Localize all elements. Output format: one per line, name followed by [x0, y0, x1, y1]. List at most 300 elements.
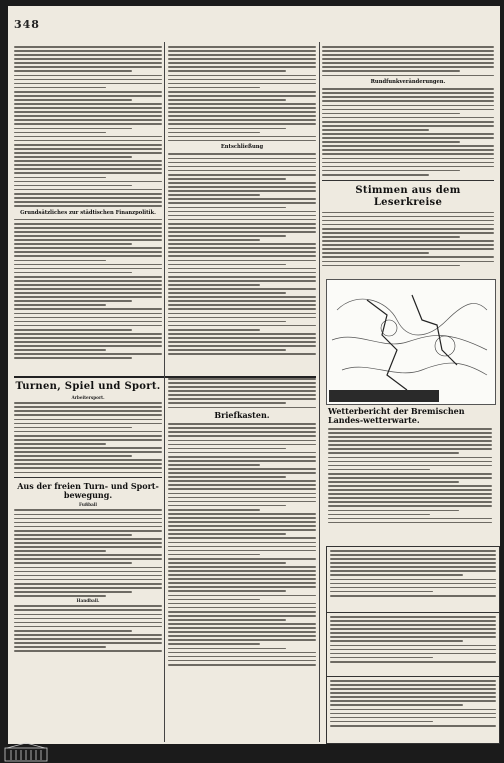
text-line [330, 620, 496, 622]
text-line [14, 95, 162, 97]
text-line [14, 284, 162, 286]
column-1-text-mid [14, 219, 162, 359]
text-line [330, 696, 496, 698]
column-1-lower [14, 378, 162, 654]
text-line [168, 300, 316, 302]
text-line [168, 325, 316, 327]
text-line [168, 231, 316, 233]
text-line [168, 132, 260, 134]
text-line [330, 562, 496, 564]
text-line [168, 58, 316, 60]
heading-turnen-sport: Turnen, Spiel und Sport. [15, 381, 161, 392]
text-line [14, 260, 106, 262]
text-line [168, 62, 316, 64]
text-line [14, 542, 162, 544]
text-line [14, 579, 162, 581]
text-line [168, 562, 286, 564]
text-line [14, 91, 162, 93]
text-line [14, 156, 132, 158]
text-line [168, 480, 316, 482]
text-line [330, 709, 496, 711]
text-line [14, 571, 162, 573]
text-line [14, 618, 162, 620]
text-line [168, 288, 316, 290]
text-line [328, 432, 492, 434]
text-line [168, 423, 316, 425]
text-line [328, 505, 492, 507]
text-line [14, 62, 162, 64]
text-line [14, 414, 162, 416]
text-line [330, 624, 496, 626]
text-line [322, 162, 494, 164]
text-line [168, 664, 316, 666]
text-line [328, 497, 492, 499]
text-line [168, 119, 316, 121]
text-line [14, 550, 106, 552]
text-line [330, 645, 496, 647]
text-line [168, 517, 316, 519]
column-1-text-fussball [14, 509, 162, 596]
text-line [322, 117, 494, 119]
text-line [168, 296, 316, 298]
text-line [168, 582, 316, 584]
column-2-lower [168, 378, 316, 668]
text-line [14, 223, 162, 225]
text-line [330, 636, 496, 638]
text-line [168, 251, 316, 253]
text-line [14, 288, 162, 290]
text-line [328, 473, 492, 475]
text-line [322, 70, 460, 72]
text-line [14, 329, 132, 331]
text-line [168, 382, 316, 384]
text-line [328, 501, 492, 503]
text-line [168, 407, 316, 409]
text-line [14, 255, 162, 257]
text-line [14, 402, 162, 404]
text-line [328, 461, 492, 463]
text-line [168, 70, 286, 72]
text-line [168, 648, 286, 650]
text-line [168, 505, 286, 507]
text-line [14, 185, 132, 187]
text-line [14, 99, 132, 101]
text-line [330, 632, 496, 634]
text-line [168, 79, 316, 81]
text-line [322, 158, 494, 160]
text-line [14, 554, 162, 556]
text-line [14, 451, 162, 453]
text-line [168, 509, 260, 511]
text-line [168, 546, 316, 548]
text-line [14, 201, 162, 203]
text-line [328, 477, 492, 479]
text-line [14, 75, 162, 77]
text-line [168, 247, 316, 249]
text-line [168, 329, 260, 331]
text-line [14, 123, 162, 125]
text-line [168, 333, 316, 335]
library-logo [4, 742, 48, 762]
text-line [168, 460, 316, 462]
text-line [322, 54, 494, 56]
text-line [14, 455, 132, 457]
text-line [14, 128, 132, 130]
text-line [328, 428, 492, 430]
text-line [322, 252, 429, 254]
text-line [168, 255, 316, 257]
text-line [168, 394, 316, 396]
text-line [14, 268, 162, 270]
text-line [330, 595, 496, 597]
text-line [168, 578, 316, 580]
text-line [14, 638, 162, 640]
text-line [168, 268, 316, 270]
text-line [14, 280, 162, 282]
text-line [322, 141, 460, 143]
text-line [168, 190, 316, 192]
text-line [322, 62, 494, 64]
column-3 [322, 46, 494, 269]
text-line [14, 144, 162, 146]
text-line [14, 325, 162, 327]
text-line [168, 590, 286, 592]
program-box-2 [326, 612, 500, 678]
text-line [322, 100, 494, 102]
text-line [14, 243, 132, 245]
text-line [322, 220, 494, 222]
text-line [330, 558, 496, 560]
text-line [328, 440, 492, 442]
text-line [14, 518, 162, 520]
text-line [322, 125, 494, 127]
text-line [322, 88, 494, 90]
text-line [168, 623, 316, 625]
text-line [14, 406, 162, 408]
text-line [322, 256, 494, 258]
text-line [168, 198, 316, 200]
text-line [168, 304, 316, 306]
text-line [168, 468, 316, 470]
text-line [330, 684, 496, 686]
text-line [168, 211, 316, 213]
text-line [322, 240, 494, 242]
text-line [14, 148, 162, 150]
text-line [14, 119, 162, 121]
text-line [322, 265, 460, 267]
text-line [322, 92, 494, 94]
text-line [14, 292, 162, 294]
text-line [168, 243, 316, 245]
text-line [322, 248, 494, 250]
text-line [14, 509, 162, 511]
text-line [14, 534, 132, 536]
text-line [14, 272, 132, 274]
text-line [168, 50, 316, 52]
text-line [322, 236, 460, 238]
text-line [14, 177, 106, 179]
text-line [168, 215, 316, 217]
text-line [168, 313, 316, 315]
text-line [14, 410, 162, 412]
text-line [330, 570, 496, 572]
text-line [330, 653, 496, 655]
column-3-text-top [322, 46, 494, 76]
text-line [14, 308, 162, 310]
text-line [322, 121, 494, 123]
text-line [322, 145, 494, 147]
text-line [330, 574, 463, 576]
text-line [14, 609, 162, 611]
text-line [14, 522, 162, 524]
text-line [14, 132, 106, 134]
text-line [168, 174, 316, 176]
text-line [168, 178, 286, 180]
text-line [322, 109, 494, 111]
heading-finanzpolitik: Grundsätzliches zur städtischen Finanzpolitik. [20, 209, 156, 216]
text-line [168, 158, 316, 160]
text-line [168, 223, 316, 225]
text-line [14, 427, 132, 429]
footer-strip [0, 744, 504, 763]
text-line [328, 465, 492, 467]
text-line [14, 264, 162, 266]
text-line [330, 628, 496, 630]
map-caption [328, 404, 492, 526]
text-line [14, 575, 162, 577]
text-line [14, 317, 162, 319]
text-line [168, 472, 316, 474]
text-line [168, 103, 316, 105]
column-rule [164, 42, 165, 742]
text-line [330, 657, 433, 659]
text-line [168, 128, 286, 130]
text-line [328, 436, 492, 438]
program-box-3 [326, 676, 500, 744]
text-line [168, 46, 316, 48]
text-line [168, 529, 316, 531]
text-line [168, 595, 316, 597]
text-line [168, 631, 316, 633]
text-line [330, 717, 496, 719]
text-line [322, 46, 494, 48]
text-line [322, 244, 494, 246]
column-1 [14, 46, 162, 361]
text-line [322, 113, 460, 115]
text-line [330, 566, 496, 568]
text-line [168, 260, 316, 262]
text-line [168, 182, 316, 184]
text-line [14, 54, 162, 56]
text-line [168, 219, 316, 221]
page-number: 348 [14, 18, 40, 31]
text-line [14, 443, 106, 445]
text-line [14, 321, 162, 323]
text-line [14, 622, 162, 624]
text-line [168, 194, 260, 196]
text-line [328, 485, 492, 487]
text-line [168, 615, 316, 617]
text-line [168, 341, 316, 343]
text-line [168, 497, 316, 499]
text-line [14, 296, 162, 298]
text-line [14, 353, 162, 355]
text-line [168, 186, 316, 188]
text-line [168, 111, 316, 113]
text-line [14, 538, 162, 540]
text-line [330, 550, 496, 552]
text-line [322, 224, 494, 226]
text-line [168, 83, 316, 85]
text-line [14, 357, 132, 359]
text-line [168, 554, 260, 556]
text-line [168, 586, 316, 588]
text-line [14, 160, 162, 162]
text-line [322, 133, 494, 135]
text-line [168, 398, 316, 400]
text-line [328, 493, 492, 495]
text-line [14, 583, 162, 585]
column-2-text-top [168, 46, 316, 141]
weather-map [326, 279, 496, 405]
text-line [168, 349, 286, 351]
text-line [330, 688, 496, 690]
text-line [168, 276, 316, 278]
text-line [14, 459, 162, 461]
text-line [14, 107, 162, 109]
text-line [168, 272, 316, 274]
subheading-handball: Handball. [76, 598, 100, 604]
text-line [168, 525, 316, 527]
text-line [168, 607, 316, 609]
text-line [168, 153, 316, 155]
text-line [14, 472, 162, 474]
text-line [322, 232, 494, 234]
text-line [168, 521, 316, 523]
text-line [168, 353, 316, 355]
text-line [14, 66, 162, 68]
text-line [168, 558, 316, 560]
text-line [14, 642, 162, 644]
text-line [168, 66, 316, 68]
text-line [168, 280, 316, 282]
column-3-text-leser [322, 212, 494, 267]
text-line [168, 99, 286, 101]
text-line [328, 489, 492, 491]
text-line [14, 439, 162, 441]
text-line [330, 587, 496, 589]
text-line [168, 378, 316, 380]
text-line [168, 54, 316, 56]
text-line [168, 207, 286, 209]
text-line [14, 235, 162, 237]
text-line [14, 467, 162, 469]
text-line [322, 228, 494, 230]
text-line [14, 164, 162, 166]
text-line [168, 501, 316, 503]
text-line [322, 66, 494, 68]
text-line [14, 103, 162, 105]
text-line [14, 46, 162, 48]
text-line [14, 431, 162, 433]
text-line [14, 337, 162, 339]
text-line [14, 140, 162, 142]
text-line [14, 558, 162, 560]
text-line [14, 70, 132, 72]
text-line [322, 58, 494, 60]
text-line [168, 464, 260, 466]
text-line [168, 444, 316, 446]
text-line [322, 261, 494, 263]
text-line [168, 308, 316, 310]
text-line [14, 193, 162, 195]
text-line [14, 197, 162, 199]
column-2-text-mid [168, 153, 316, 355]
text-line [14, 419, 162, 421]
text-line [168, 140, 316, 142]
text-line [328, 481, 459, 483]
text-line [168, 493, 316, 495]
text-line [14, 514, 162, 516]
text-line [168, 95, 316, 97]
text-line [168, 627, 316, 629]
column-2-text-lower-a [168, 378, 316, 408]
text-line [168, 619, 286, 621]
text-line [168, 476, 286, 478]
text-line [14, 567, 162, 569]
text-line [322, 129, 429, 131]
text-line [14, 58, 162, 60]
text-line [14, 87, 106, 89]
text-line [168, 345, 316, 347]
text-line [14, 435, 162, 437]
text-line [14, 423, 162, 425]
text-line [14, 345, 162, 347]
column-rule [319, 42, 320, 742]
text-line [168, 136, 316, 138]
text-line [168, 570, 316, 572]
text-line [330, 692, 496, 694]
text-line [168, 170, 316, 172]
text-line [322, 105, 494, 107]
text-line [14, 251, 162, 253]
text-line [330, 661, 496, 663]
text-line [168, 484, 316, 486]
heading-rundfunk: Rundfunkveränderungen. [370, 79, 446, 86]
text-line [14, 79, 162, 81]
text-line [168, 123, 316, 125]
text-line [14, 626, 162, 628]
text-line [14, 172, 162, 174]
text-line [14, 646, 106, 648]
text-line [168, 87, 260, 89]
heading-entschliessung: Entschließung [220, 144, 264, 151]
text-line [14, 526, 162, 528]
text-line [168, 390, 316, 392]
text-line [168, 440, 316, 442]
text-line [328, 514, 430, 516]
text-line [330, 649, 496, 651]
column-3-text-mid [322, 88, 494, 175]
text-line [168, 284, 260, 286]
text-line [330, 680, 496, 682]
text-line [168, 635, 316, 637]
text-line [168, 264, 286, 266]
text-line [168, 402, 286, 404]
text-line [322, 174, 429, 176]
text-line [14, 205, 162, 207]
weather-map-graphic [327, 280, 495, 404]
